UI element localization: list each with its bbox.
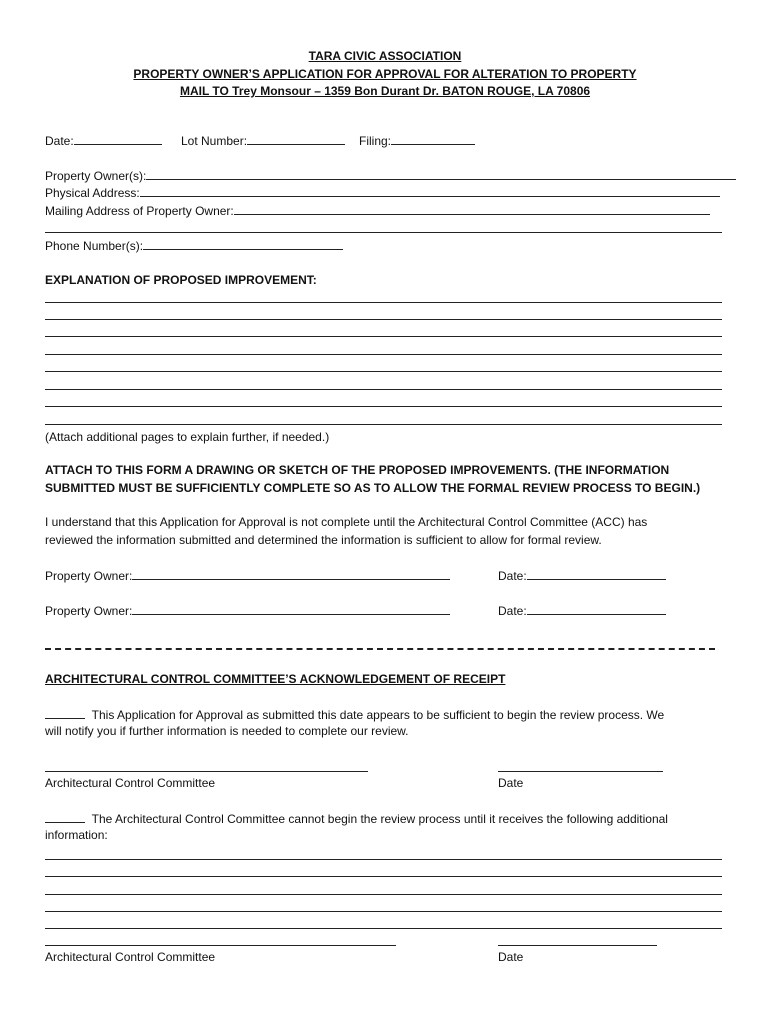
acc-option2-row: [45, 811, 668, 827]
date-field-row: [45, 133, 162, 149]
explanation-line[interactable]: [45, 371, 722, 372]
acc-signature-line[interactable]: [45, 945, 396, 946]
mailing-address-continuation-line[interactable]: [45, 232, 722, 233]
signature-date-label: Date:: [498, 604, 527, 618]
acc-date-line[interactable]: [498, 771, 663, 772]
attach-instruction-line1: ATTACH TO THIS FORM A DRAWING OR SKETCH OF THE PROPOSED IMPROVEMENTS. (THE INFORMATION: [45, 463, 670, 477]
mailing-address-label: Mailing Address of Property Owner:: [45, 204, 234, 218]
signature-date-label: Date:: [498, 569, 527, 583]
explanation-heading: EXPLANATION OF PROPOSED IMPROVEMENT:: [45, 273, 317, 287]
phone-numbers-row: [45, 238, 343, 254]
phone-numbers-blank[interactable]: [143, 238, 343, 250]
mailing-address-row: [45, 203, 710, 219]
additional-information-line[interactable]: [45, 876, 722, 877]
acc-option2-text: The Architectural Control Committee cannot begin the review process until it receives the following additional: [91, 812, 668, 826]
filing-row: [359, 133, 475, 149]
explanation-line[interactable]: [45, 302, 722, 303]
physical-address-blank[interactable]: [140, 185, 720, 197]
acc-signature-line[interactable]: [45, 771, 368, 772]
separator-dashed-line: [45, 648, 715, 650]
acc-option2-text-line2: information:: [45, 828, 108, 842]
filing-blank[interactable]: [391, 133, 475, 145]
lot-number-label: Lot Number:: [181, 134, 248, 148]
mailing-instructions: MAIL TO Trey Monsour – 1359 Bon Durant Dr. BATON ROUGE, LA 70806: [179, 84, 591, 98]
attach-pages-note: (Attach additional pages to explain further, if needed.): [45, 430, 330, 444]
signature-date-row: [498, 603, 666, 619]
property-owner-signature-row: [45, 568, 450, 584]
form-title: PROPERTY OWNER’S APPLICATION FOR APPROVAL FOR ALTERATION TO PROPERTY: [133, 67, 637, 81]
explanation-line[interactable]: [45, 336, 722, 337]
acc-option1-text-line2: will notify you if further information is needed to complete our review.: [45, 724, 409, 738]
property-owner-label: Property Owner:: [45, 569, 133, 583]
acc-option1-row: [45, 707, 664, 723]
acc-date-line[interactable]: [498, 945, 657, 946]
additional-information-line[interactable]: [45, 928, 722, 929]
acc-committee-label: Architectural Control Committee: [45, 776, 216, 790]
property-owners-blank[interactable]: [146, 168, 736, 180]
property-owner-signature-blank[interactable]: [132, 568, 450, 580]
explanation-line[interactable]: [45, 424, 722, 425]
application-form: [45, 0, 725, 1024]
additional-information-line[interactable]: [45, 894, 722, 895]
lot-number-row: [181, 133, 345, 149]
signature-date-blank[interactable]: [527, 568, 666, 580]
signature-date-blank[interactable]: [527, 603, 666, 615]
property-owners-row: [45, 168, 736, 184]
physical-address-row: [45, 185, 720, 201]
association-title: TARA CIVIC ASSOCIATION: [308, 49, 462, 63]
date-blank[interactable]: [74, 133, 162, 145]
acc-option1-check-blank[interactable]: [45, 707, 85, 719]
signature-date-row: [498, 568, 666, 584]
understanding-statement-line1: I understand that this Application for Approval is not complete until the Architectural Control Committee (ACC) has: [45, 515, 648, 529]
explanation-line[interactable]: [45, 354, 722, 355]
lot-number-blank[interactable]: [247, 133, 345, 145]
acc-option1-text: This Application for Approval as submitted this date appears to be sufficient to begin the review process. We: [91, 708, 665, 722]
physical-address-label: Physical Address:: [45, 186, 140, 200]
acc-acknowledgement-heading: ARCHITECTURAL CONTROL COMMITTEE’S ACKNOWLEDGEMENT OF RECEIPT: [45, 672, 506, 686]
explanation-line[interactable]: [45, 319, 722, 320]
property-owner-signature-blank[interactable]: [132, 603, 450, 615]
understanding-statement-line2: reviewed the information submitted and determined the information is sufficient to allow for formal review.: [45, 533, 602, 547]
property-owners-label: Property Owner(s):: [45, 169, 147, 183]
acc-date-label: Date: [498, 950, 524, 964]
acc-option2-check-blank[interactable]: [45, 811, 85, 823]
additional-information-line[interactable]: [45, 911, 722, 912]
explanation-line[interactable]: [45, 406, 722, 407]
mailing-address-blank[interactable]: [234, 203, 710, 215]
acc-date-label: Date: [498, 776, 524, 790]
property-owner-signature-row: [45, 603, 450, 619]
additional-information-line[interactable]: [45, 859, 722, 860]
explanation-line[interactable]: [45, 389, 722, 390]
property-owner-label: Property Owner:: [45, 604, 133, 618]
filing-label: Filing:: [359, 134, 392, 148]
date-label: Date:: [45, 134, 74, 148]
attach-instruction-line2: SUBMITTED MUST BE SUFFICIENTLY COMPLETE SO AS TO ALLOW THE FORMAL REVIEW PROCESS TO BEGIN.): [45, 481, 701, 495]
acc-committee-label: Architectural Control Committee: [45, 950, 216, 964]
phone-numbers-label: Phone Number(s):: [45, 239, 144, 253]
